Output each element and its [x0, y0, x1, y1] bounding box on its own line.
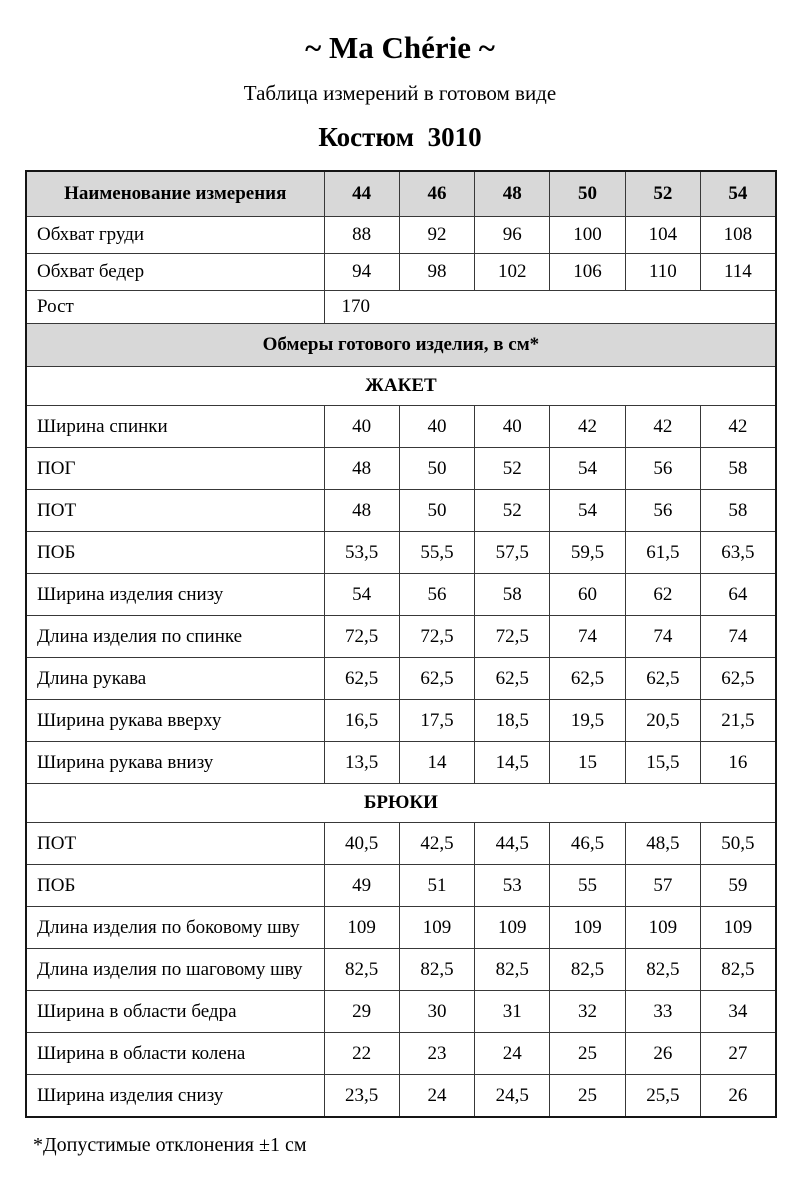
table-row — [26, 254, 776, 291]
cell-value: 109 — [700, 907, 775, 949]
cell-value: 72,5 — [475, 616, 550, 658]
cell-value: 27 — [700, 1033, 775, 1075]
row-label: Обхват груди — [26, 217, 324, 254]
tolerance-footnote: *Допустимые отклонения ±1 см — [33, 1134, 307, 1156]
cell-value: 17,5 — [399, 700, 474, 742]
cell-value: 50 — [399, 490, 474, 532]
row-label: Ширина спинки — [26, 406, 324, 448]
cell-value: 23,5 — [324, 1075, 399, 1118]
cell-value: 40 — [399, 406, 474, 448]
column-header-size-50: 50 — [550, 171, 625, 217]
cell-value: 40 — [475, 406, 550, 448]
cell-value: 29 — [324, 991, 399, 1033]
table-row — [26, 742, 776, 784]
cell-value: 31 — [475, 991, 550, 1033]
table-row — [26, 324, 776, 367]
cell-value: 59 — [700, 865, 775, 907]
cell-value: 62,5 — [475, 658, 550, 700]
cell-value: 109 — [399, 907, 474, 949]
page-subtitle: Таблица измерений в готовом виде — [243, 81, 557, 105]
cell-value: 62,5 — [700, 658, 775, 700]
cell-value: 30 — [399, 991, 474, 1033]
column-header-size-54: 54 — [700, 171, 775, 217]
cell-value: 109 — [625, 907, 700, 949]
cell-value: 59,5 — [550, 532, 625, 574]
cell-value: 96 — [475, 217, 550, 254]
cell-value: 32 — [550, 991, 625, 1033]
table-row — [26, 784, 776, 823]
cell-value: 49 — [324, 865, 399, 907]
cell-value: 104 — [625, 217, 700, 254]
row-label: Ширина в области колена — [26, 1033, 324, 1075]
cell-value: 46,5 — [550, 823, 625, 865]
cell-value: 64 — [700, 574, 775, 616]
cell-value: 74 — [550, 616, 625, 658]
cell-value: 60 — [550, 574, 625, 616]
cell-value: 109 — [550, 907, 625, 949]
cell-value: 94 — [324, 254, 399, 291]
cell-value: 63,5 — [700, 532, 775, 574]
table-row — [26, 658, 776, 700]
column-header-size-48: 48 — [475, 171, 550, 217]
table-row — [26, 1033, 776, 1075]
cell-value: 72,5 — [324, 616, 399, 658]
cell-value: 106 — [550, 254, 625, 291]
cell-value: 82,5 — [399, 949, 474, 991]
cell-value: 74 — [625, 616, 700, 658]
row-label: ПОБ — [26, 865, 324, 907]
table-row — [26, 1075, 776, 1118]
cell-value: 48 — [324, 490, 399, 532]
cell-value: 109 — [324, 907, 399, 949]
brand-title: ~ Ma Chérie ~ — [305, 30, 495, 65]
cell-value: 26 — [700, 1075, 775, 1118]
cell-value: 25,5 — [625, 1075, 700, 1118]
row-label: ПОТ — [26, 823, 324, 865]
row-label: Ширина в области бедра — [26, 991, 324, 1033]
row-label: Длина изделия по боковому шву — [26, 907, 324, 949]
table-row — [26, 574, 776, 616]
cell-value: 82,5 — [324, 949, 399, 991]
row-label: Ширина рукава вверху — [26, 700, 324, 742]
cell-value: 55 — [550, 865, 625, 907]
cell-value: 15,5 — [625, 742, 700, 784]
cell-value: 58 — [700, 448, 775, 490]
cell-value: 62 — [625, 574, 700, 616]
cell-value: 74 — [700, 616, 775, 658]
cell-value: 92 — [399, 217, 474, 254]
cell-value: 22 — [324, 1033, 399, 1075]
cell-value: 53,5 — [324, 532, 399, 574]
cell-value: 14 — [399, 742, 474, 784]
cell-value: 50 — [399, 448, 474, 490]
cell-value: 56 — [625, 448, 700, 490]
cell-value: 52 — [475, 490, 550, 532]
cell-value: 40,5 — [324, 823, 399, 865]
row-label: Длина изделия по шаговому шву — [26, 949, 324, 991]
cell-value: 62,5 — [399, 658, 474, 700]
measurement-table-body — [26, 171, 776, 1117]
cell-value: 58 — [700, 490, 775, 532]
cell-value: 44,5 — [475, 823, 550, 865]
cell-value: 48 — [324, 448, 399, 490]
cell-value: 52 — [475, 448, 550, 490]
section-header: БРЮКИ — [26, 784, 776, 823]
cell-value: 56 — [625, 490, 700, 532]
column-header-size-52: 52 — [625, 171, 700, 217]
cell-value: 108 — [700, 217, 775, 254]
cell-value: 42 — [550, 406, 625, 448]
cell-value: 42,5 — [399, 823, 474, 865]
table-row — [26, 406, 776, 448]
table-row — [26, 490, 776, 532]
cell-value: 18,5 — [475, 700, 550, 742]
table-header-row — [26, 171, 776, 217]
cell-value: 170 — [324, 291, 776, 324]
cell-value: 82,5 — [700, 949, 775, 991]
cell-value: 24,5 — [475, 1075, 550, 1118]
row-label: Обхват бедер — [26, 254, 324, 291]
table-row — [26, 448, 776, 490]
cell-value: 62,5 — [550, 658, 625, 700]
cell-value: 57 — [625, 865, 700, 907]
cell-value: 23 — [399, 1033, 474, 1075]
cell-value: 25 — [550, 1075, 625, 1118]
section-header: Обмеры готового изделия, в см* — [26, 324, 776, 367]
cell-value: 16,5 — [324, 700, 399, 742]
row-label: ПОТ — [26, 490, 324, 532]
table-row — [26, 865, 776, 907]
cell-value: 51 — [399, 865, 474, 907]
row-label: Ширина рукава внизу — [26, 742, 324, 784]
cell-value: 54 — [550, 490, 625, 532]
table-row — [26, 991, 776, 1033]
table-row — [26, 367, 776, 406]
cell-value: 114 — [700, 254, 775, 291]
table-row — [26, 823, 776, 865]
cell-value: 82,5 — [475, 949, 550, 991]
cell-value: 110 — [625, 254, 700, 291]
cell-value: 40 — [324, 406, 399, 448]
row-label: Ширина изделия снизу — [26, 1075, 324, 1118]
cell-value: 13,5 — [324, 742, 399, 784]
cell-value: 42 — [700, 406, 775, 448]
column-header-name: Наименование измерения — [26, 171, 324, 217]
cell-value: 14,5 — [475, 742, 550, 784]
row-label: Рост — [26, 291, 324, 324]
cell-value: 20,5 — [625, 700, 700, 742]
row-label: Длина рукава — [26, 658, 324, 700]
cell-value: 58 — [475, 574, 550, 616]
cell-value: 33 — [625, 991, 700, 1033]
section-header: ЖАКЕТ — [26, 367, 776, 406]
column-header-size-46: 46 — [399, 171, 474, 217]
product-title: Костюм 3010 — [318, 122, 482, 152]
cell-value: 98 — [399, 254, 474, 291]
cell-value: 24 — [399, 1075, 474, 1118]
cell-value: 19,5 — [550, 700, 625, 742]
cell-value: 24 — [475, 1033, 550, 1075]
table-row — [26, 616, 776, 658]
cell-value: 61,5 — [625, 532, 700, 574]
cell-value: 57,5 — [475, 532, 550, 574]
cell-value: 21,5 — [700, 700, 775, 742]
column-header-size-44: 44 — [324, 171, 399, 217]
cell-value: 48,5 — [625, 823, 700, 865]
measurement-table — [25, 170, 777, 1118]
cell-value: 109 — [475, 907, 550, 949]
cell-value: 16 — [700, 742, 775, 784]
cell-value: 42 — [625, 406, 700, 448]
cell-value: 54 — [550, 448, 625, 490]
row-label: ПОБ — [26, 532, 324, 574]
row-label: Длина изделия по спинке — [26, 616, 324, 658]
cell-value: 82,5 — [550, 949, 625, 991]
cell-value: 100 — [550, 217, 625, 254]
table-row — [26, 532, 776, 574]
cell-value: 56 — [399, 574, 474, 616]
cell-value: 34 — [700, 991, 775, 1033]
cell-value: 62,5 — [625, 658, 700, 700]
cell-value: 26 — [625, 1033, 700, 1075]
table-row — [26, 700, 776, 742]
cell-value: 25 — [550, 1033, 625, 1075]
cell-value: 50,5 — [700, 823, 775, 865]
table-row — [26, 291, 776, 324]
cell-value: 62,5 — [324, 658, 399, 700]
cell-value: 55,5 — [399, 532, 474, 574]
table-row — [26, 949, 776, 991]
cell-value: 72,5 — [399, 616, 474, 658]
cell-value: 15 — [550, 742, 625, 784]
table-row — [26, 907, 776, 949]
cell-value: 54 — [324, 574, 399, 616]
row-label: ПОГ — [26, 448, 324, 490]
cell-value: 82,5 — [625, 949, 700, 991]
table-row — [26, 217, 776, 254]
cell-value: 53 — [475, 865, 550, 907]
row-label: Ширина изделия снизу — [26, 574, 324, 616]
cell-value: 102 — [475, 254, 550, 291]
cell-value: 88 — [324, 217, 399, 254]
